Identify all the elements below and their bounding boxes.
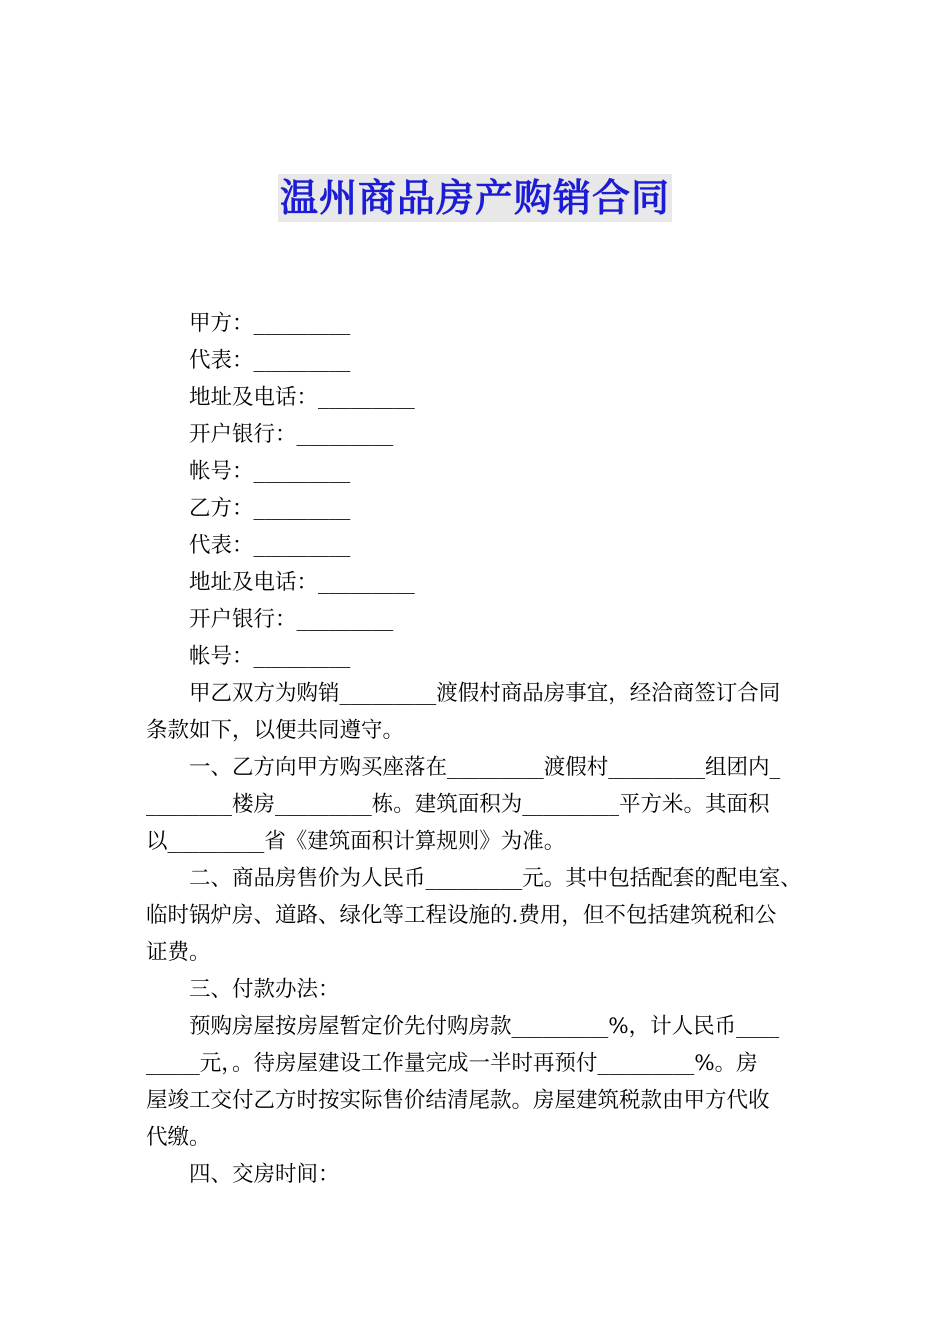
party-b-address: 地址及电话：_________ — [189, 570, 415, 595]
clause-1-line-1: 一、乙方向甲方购买座落在_________渡假村_________组团内_ — [189, 755, 781, 780]
clause-2-line-3: 证费。 — [146, 940, 211, 965]
party-a-account: 帐号：_________ — [189, 459, 351, 484]
clause-3-line-3: 屋竣工交付乙方时按实际售价结清尾款。房屋建筑税款由甲方代收 — [146, 1088, 770, 1113]
party-b-rep: 代表：_________ — [189, 533, 351, 558]
intro-line-2: 条款如下，以便共同遵守。 — [146, 718, 405, 743]
party-a-name: 甲方：_________ — [189, 311, 351, 336]
party-a-rep: 代表：_________ — [189, 348, 351, 373]
intro-line-1: 甲乙双方为购销_________渡假村商品房事宜，经洽商签订合同 — [189, 681, 781, 706]
document-title: 温州商品房产购销合同 — [279, 176, 670, 220]
clause-1-line-3: 以_________省《建筑面积计算规则》为准。 — [146, 829, 566, 854]
clause-3-line-1: 预购房屋按房屋暂定价先付购房款_________%，计人民币____ — [189, 1014, 780, 1039]
document-title-wrap — [0, 174, 950, 222]
party-b-account: 帐号：_________ — [189, 644, 351, 669]
party-a-address: 地址及电话：_________ — [189, 385, 415, 410]
clause-3-heading: 三、付款办法： — [189, 977, 340, 1002]
clause-2-line-1: 二、商品房售价为人民币_________元。其中包括配套的配电室、 — [189, 866, 802, 891]
clause-3-line-4: 代缴。 — [146, 1125, 211, 1150]
clause-1-line-2: ________楼房_________栋。建筑面积为_________平方米。其面积 — [146, 792, 770, 817]
clause-2-line-2: 临时锅炉房、道路、绿化等工程设施的.费用，但不包括建筑税和公 — [146, 903, 777, 928]
clause-4-heading: 四、交房时间： — [189, 1162, 340, 1187]
document-body — [146, 305, 810, 1193]
party-b-name: 乙方：_________ — [189, 496, 351, 521]
clause-3-line-2: _____元，。待房屋建设工作量完成一半时再预付_________%。房 — [146, 1051, 758, 1076]
party-b-bank: 开户银行：_________ — [189, 607, 394, 632]
party-a-bank: 开户银行：_________ — [189, 422, 394, 447]
